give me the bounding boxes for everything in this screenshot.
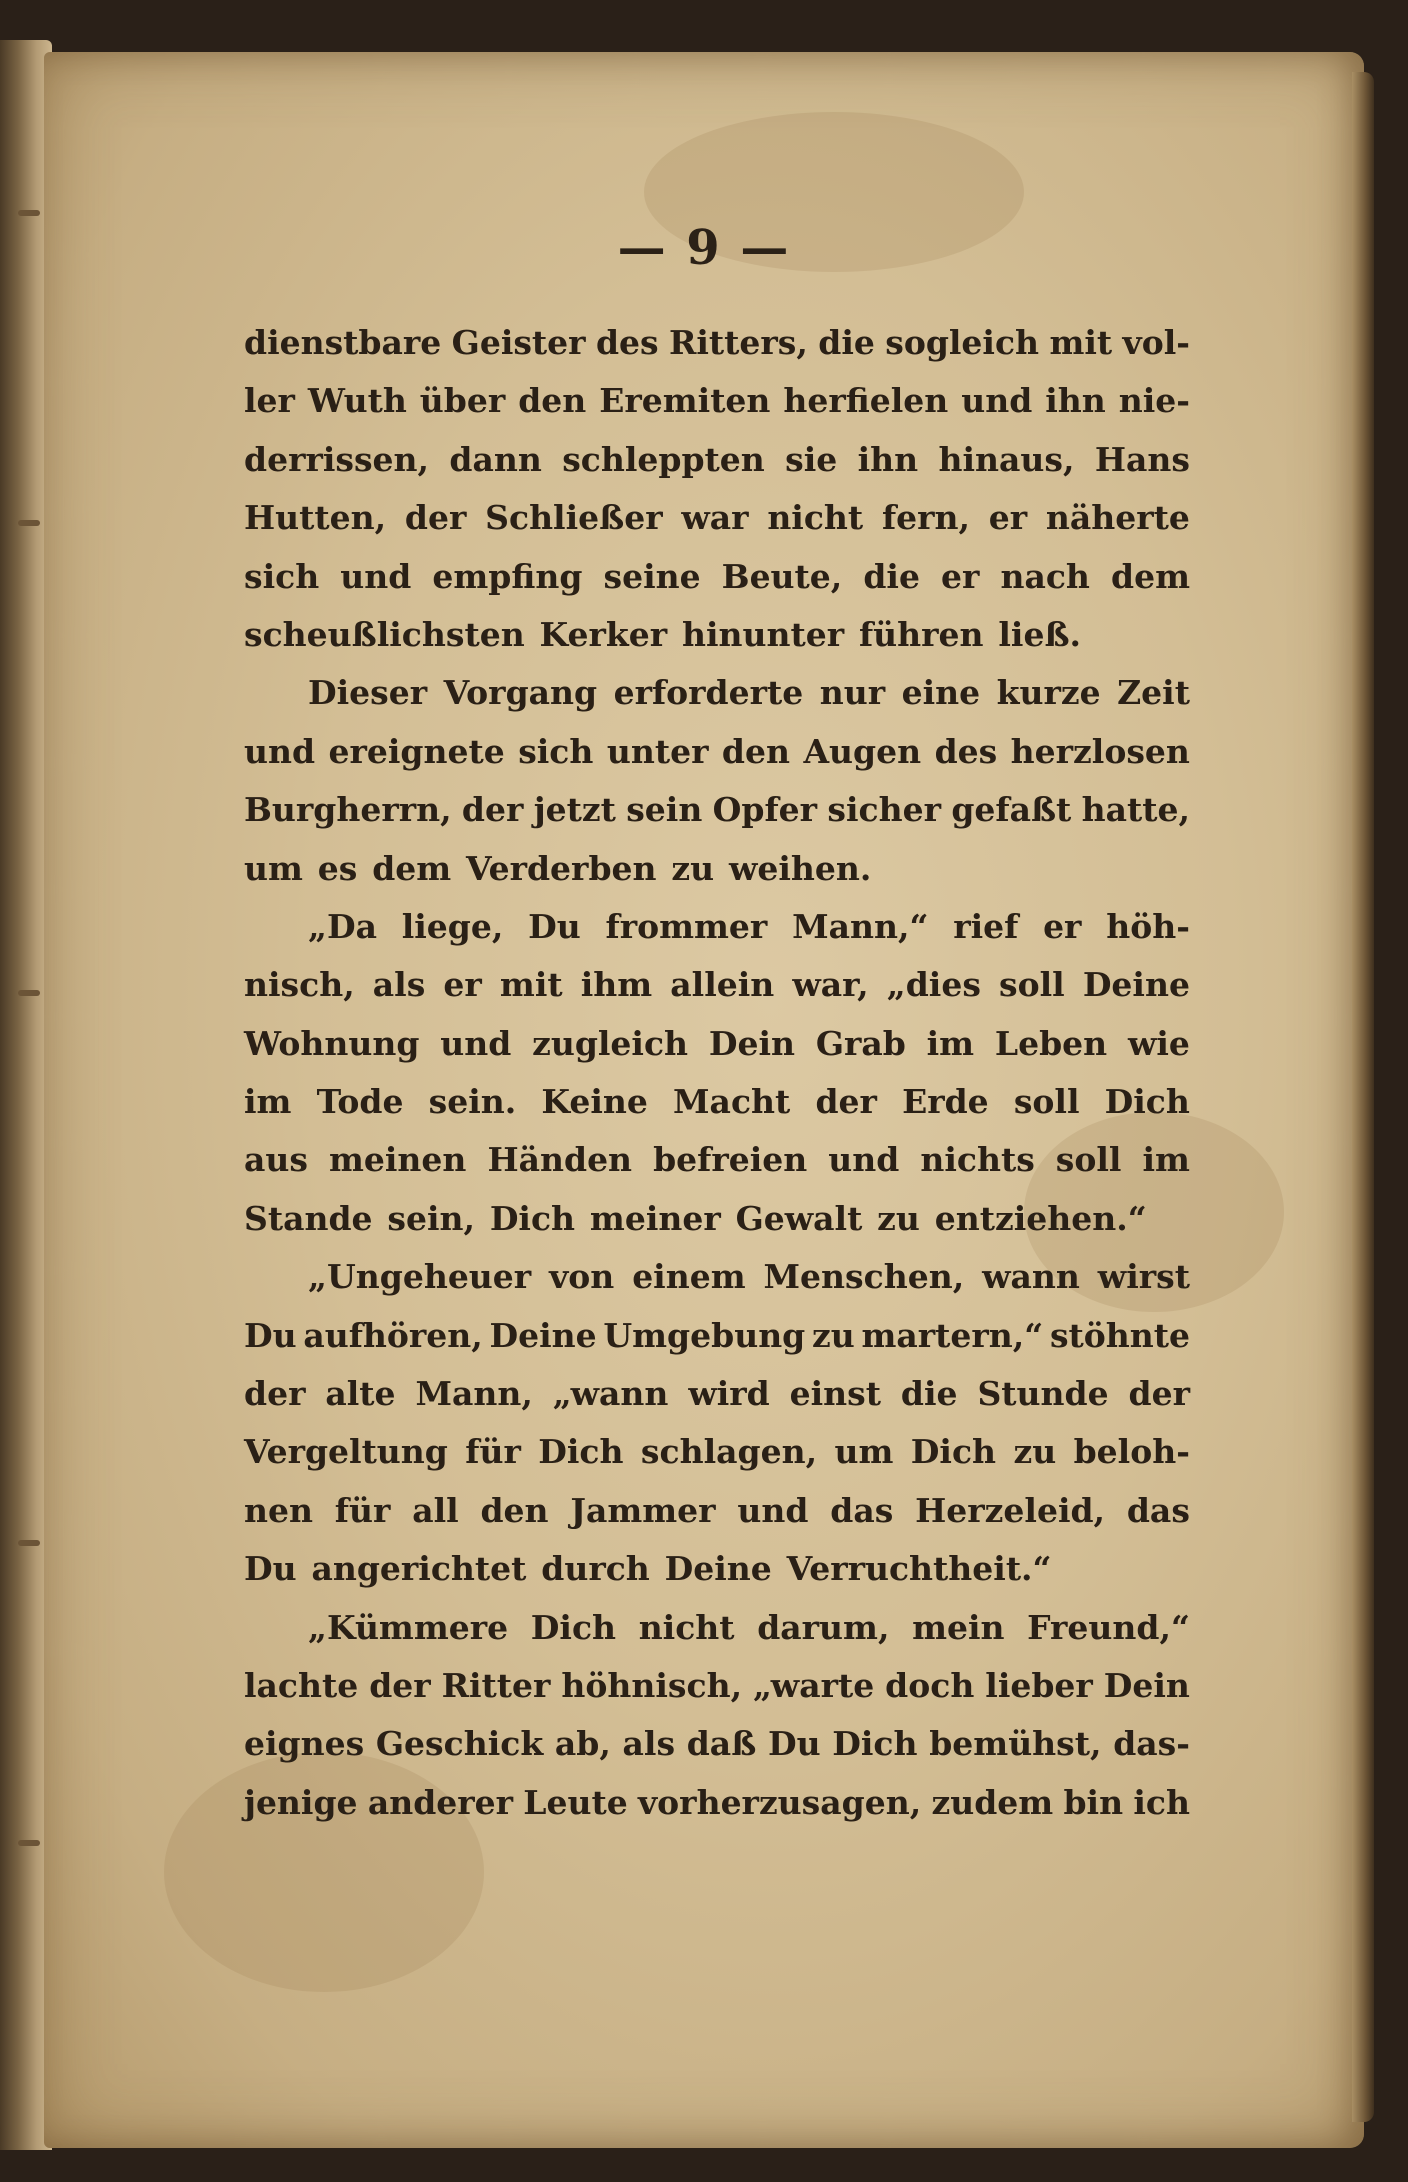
text-line: im Tode sein. Keine Macht der Erde soll Dich [244,1082,1190,1122]
text-line: eignes Geschick ab, als daß Du Dich bemühst, das- [244,1724,1190,1764]
text-line: derrissen, dann schleppten sie ihn hinaus, Hans [244,439,1190,479]
text-line: dienstbare Geister des Ritters, die sogleich mit vol- [244,323,1190,362]
text-line: sich und empfing seine Beute, die er nach dem [244,556,1190,596]
text-line: Dieser Vorgang erforderte nur eine kurze Zeit [308,673,1190,713]
text-line: um es dem Verderben zu weihen. [244,848,872,888]
binding-stitch [18,210,40,216]
text-line: Burgherrn, der jetzt sein Opfer sicher gefaßt hatte, [244,790,1190,830]
text-line: Wohnung und zugleich Dein Grab im Leben wie [244,1023,1190,1063]
text-line: Du angerichtet durch Deine Verruchtheit.“ [244,1549,1052,1589]
text-line: aus meinen Händen befreien und nichts soll im [244,1140,1190,1180]
text-line: „Da liege, Du frommer Mann,“ rief er höh- [308,906,1190,946]
text-line: nen für all den Jammer und das Herzeleid, das [244,1490,1190,1530]
binding-stitch [18,1540,40,1546]
text-line: und ereignete sich unter den Augen des herzlosen [244,731,1190,771]
page-number: — 9 — [617,220,791,276]
text-line: jenige anderer Leute vorherzusagen, zudem bin ich [244,1782,1190,1822]
text-line: Stande sein, Dich meiner Gewalt zu entziehen.“ [244,1198,1147,1238]
book-page [44,52,1364,2148]
body-text [244,314,1190,1832]
binding-stitch [18,990,40,996]
text-line: „Kümmere Dich nicht darum, mein Freund,“ [308,1607,1190,1647]
text-line: lachte der Ritter höhnisch, „warte doch lieber Dein [244,1665,1190,1705]
binding-stitch [18,1840,40,1846]
text-line: Hutten, der Schließer war nicht fern, er näherte [244,498,1190,538]
text-line: nisch, als er mit ihm allein war, „dies soll Deine [244,965,1190,1005]
text-line: Du aufhören, Deine Umgebung zu martern,“ stöhnte [244,1315,1190,1355]
binding-stitch [18,520,40,526]
text-line: „Ungeheuer von einem Menschen, wann wirst [308,1257,1190,1297]
text-line: scheußlichsten Kerker hinunter führen ließ. [244,614,1082,654]
page-fore-edge [1352,72,1374,2122]
text-line: der alte Mann, „wann wird einst die Stunde der [244,1374,1190,1414]
text-line: Vergeltung für Dich schlagen, um Dich zu beloh- [244,1432,1190,1472]
text-line: ler Wuth über den Eremiten herfielen und ihn nie- [244,381,1190,421]
